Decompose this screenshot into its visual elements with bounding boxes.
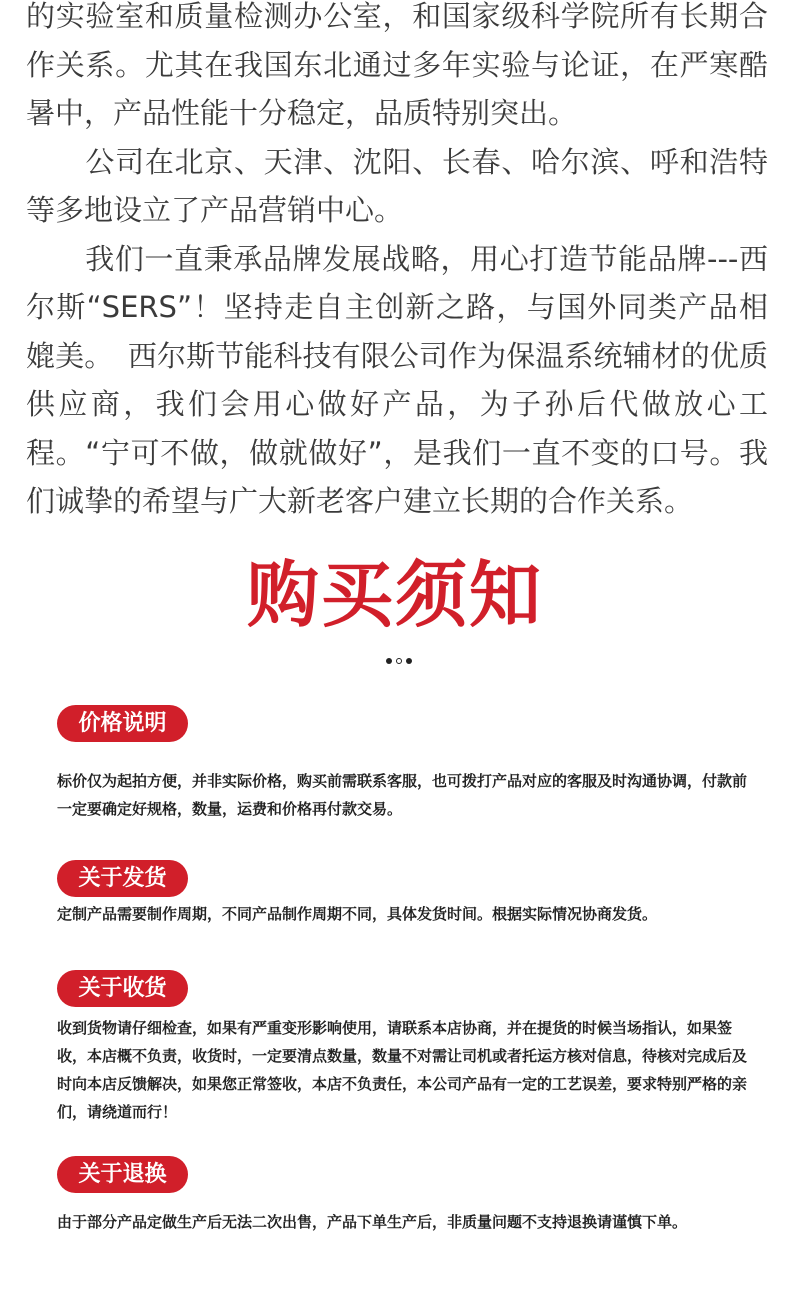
- title-divider-dots: [386, 657, 412, 665]
- intro-paragraph: 我们一直秉承品牌发展战略，用心打造节能品牌---西尔斯“SERS”！坚持走自主创新之路，与国外同类产品相媲美。 西尔斯节能科技有限公司作为保温系统辅材的优质供应商，我们会用心做好产品，为子孙后代做放心工程。“宁可不做，做就做好”，是我们一直不变的口号。我们诚挚的希望与广大新老客户建立长期的合作关系。: [26, 241, 768, 518]
- intro-paragraph: 公司在北京、天津、沈阳、长春、哈尔滨、呼和浩特等多地设立了产品营销中心。: [26, 144, 768, 227]
- shipping-section: [57, 860, 747, 928]
- receiving-section: [57, 970, 747, 1126]
- price-section: [57, 705, 747, 823]
- purchase-notice-title: 购买须知: [246, 553, 543, 637]
- receiving-text: 收到货物请仔细检查，如果有严重变形影响使用，请联系本店协商，并在提货的时候当场指认，如果签收，本店概不负责，收货时，一定要清点数量，数量不对需让司机或者托运方核对信息，待核对完成后及时向本店反馈解决，如果您正常签收，本店不负责任，本公司产品有一定的工艺误差，要求特别严格的亲们，请绕道而行！: [57, 1019, 748, 1121]
- price-text: 标价仅为起拍方便，并非实际价格，购买前需联系客服，也可拨打产品对应的客服及时沟通协调，付款前一定要确定好规格，数量，运费和价格再付款交易。: [57, 772, 748, 818]
- intro-paragraph: 的实验室和质量检测办公室，和国家级科学院所有长期合作关系。尤其在我国东北通过多年实验与论证，在严寒酷暑中，产品性能十分稳定，品质特别突出。: [26, 0, 768, 130]
- return-text: 由于部分产品定做生产后无法二次出售，产品下单生产后，非质量问题不支持退换请谨慎下单。: [57, 1213, 688, 1231]
- shipping-text: 定制产品需要制作周期，不同产品制作周期不同，具体发货时间。根据实际情况协商发货。: [57, 905, 658, 923]
- price-tag: 价格说明: [57, 705, 188, 742]
- return-section: [57, 1156, 747, 1236]
- return-tag: 关于退换: [57, 1156, 188, 1193]
- shipping-tag: 关于发货: [57, 860, 188, 897]
- company-intro: [26, 0, 768, 526]
- receiving-tag: 关于收货: [57, 970, 188, 1007]
- dot-hollow-icon: [396, 658, 402, 664]
- dot-icon: [406, 658, 412, 664]
- dot-icon: [386, 658, 392, 664]
